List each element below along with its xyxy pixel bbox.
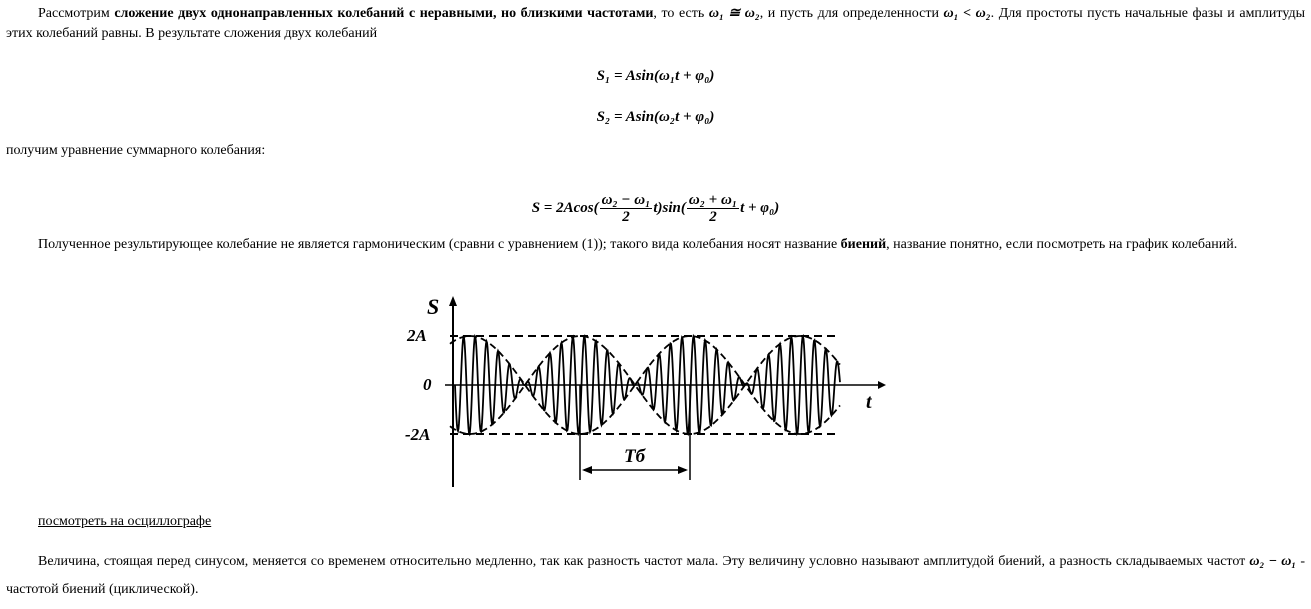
equation-s1: S₁ = Asin(ω₁t + φ₀) (596, 68, 715, 84)
paragraph-beat-frequency (6, 548, 1305, 604)
paragraph-beats (6, 235, 1305, 255)
intro-mid-text: , то есть (653, 6, 709, 21)
t-axis-label: t (866, 391, 872, 413)
oscilloscope-link[interactable]: посмотреть на осциллографе (38, 514, 212, 529)
fraction-difference (600, 192, 653, 225)
beat-frequency-lead-text: Величина, стоящая перед синусом, меняется со временем относительно медленно, так как разность частот мала. Эту величину условно называют амплитудой биений, а разность складываемых частот (38, 554, 1250, 569)
beats-term: биений (840, 237, 887, 252)
equation-s2: S₂ = Asin(ω₂t + φ₀) (596, 109, 715, 125)
paragraph-sum-intro: получим уравнение суммарного колебания: (6, 143, 266, 158)
s-axis-arrow (449, 296, 457, 306)
paragraph-intro (6, 4, 1305, 44)
tick-label-0: 0 (423, 375, 432, 394)
fraction-difference-numerator: ω₂ − ω₁ (601, 192, 651, 208)
beats-tail-text: , название понятно, если посмотреть на график колебаний. (886, 237, 1238, 252)
beats-lead-text: Полученное результирующее колебание не является гармоническим (сравни с уравнением (1)); такого вида колебания носят название (38, 237, 841, 252)
equation-sum (0, 192, 1311, 225)
tick-label-2a: 2A (407, 326, 427, 345)
intro-bold-text: сложение двух однонаправленных колебаний с неравными, но близкими частотами (114, 6, 654, 21)
condition-less-than: ω₁ < ω₂ (943, 6, 991, 21)
fraction-difference-denominator: 2 (622, 209, 630, 225)
tick-label-minus-2a: -2A (405, 425, 431, 444)
period-arrow-left (582, 466, 592, 474)
eq-sum-lhs: S = 2Acos( (531, 199, 599, 216)
intro-lead-text: Рассмотрим (38, 6, 115, 21)
fraction-sum (687, 192, 739, 225)
time-axis-arrow (878, 381, 886, 389)
period-label: Тб (624, 446, 646, 467)
eq-sum-rhs: t + φ₀) (740, 199, 780, 216)
condition-approx-equal: ω₁ ≅ ω₂ (708, 6, 760, 21)
intro-mid2-text: , и пусть для определенности (759, 6, 944, 21)
beats-graph (395, 292, 895, 492)
fraction-sum-denominator: 2 (709, 209, 717, 225)
fraction-sum-numerator: ω₂ + ω₁ (688, 192, 738, 208)
intro-tail-text: . Для простоты пусть начальные фазы и амплитуды этих колебаний равны. В результате сложения двух колебаний (6, 6, 1305, 41)
beat-frequency-expression: ω₂ − ω₁ (1249, 554, 1297, 569)
eq-sum-mid: t)sin( (653, 199, 686, 216)
period-arrow-right (678, 466, 688, 474)
s-axis-label: S (427, 294, 440, 319)
beat-frequency-tail-text: - частотой биений (циклической). (6, 554, 1306, 597)
